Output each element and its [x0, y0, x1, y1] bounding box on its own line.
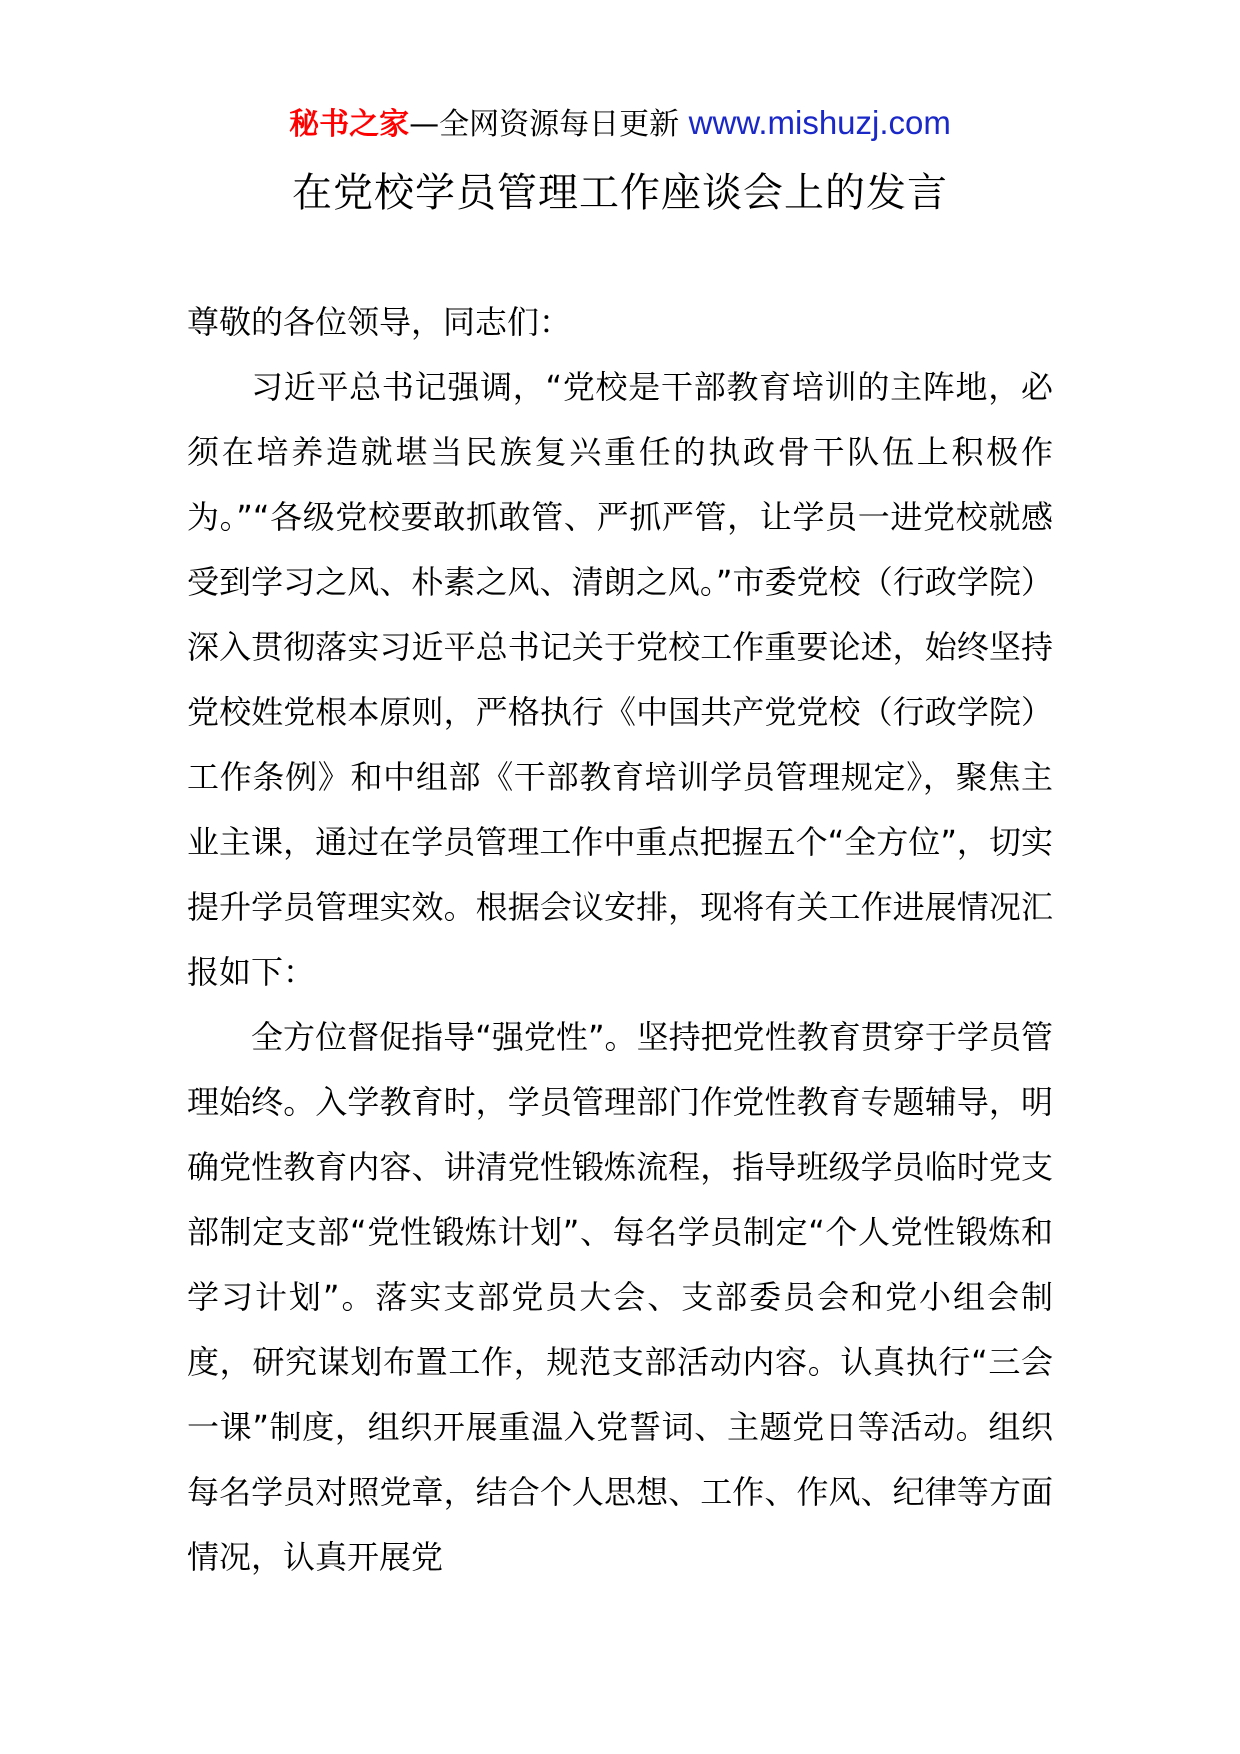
document-title: 在党校学员管理工作座谈会上的发言 — [292, 170, 948, 216]
header-tagline: —全网资源每日更新 — [409, 107, 680, 142]
paragraph-party-spirit: 全方位督促指导“强党性”。坚持把党性教育贯穿于学员管理始终。入学教育时，学员管理部门作党性教育专题辅导，明确党性教育内容、讲清党性锻炼流程，指导班级学员临时党支部制定支部“党性锻炼计划”、每名学员制定“个人党性锻炼和学习计划”。落实支部党员大会、支部委员会和党小组会制度，研究谋划布置工作，规范支部活动内容。认真执行“三会一课”制度，组织开展重温入党誓词、主题党日等活动。组织每名学员对照党章，结合个人思想、工作、作风、纪律等方面情况，认真开展党 — [187, 1018, 1053, 1576]
salutation: 尊敬的各位领导，同志们： — [187, 303, 572, 341]
brand-name: 秘书之家 — [289, 107, 410, 142]
site-header — [0, 100, 1240, 148]
paragraph-intro: 习近平总书记强调，“党校是干部教育培训的主阵地，必须在培养造就堪当民族复兴重任的执政骨干队伍上积极作为。”“各级党校要敢抓敢管、严抓严管，让学员一进党校就感受到学习之风、朴素之风、清朗之风。”市委党校（行政学院）深入贯彻落实习近平总书记关于党校工作重要论述，始终坚持党校姓党根本原则，严格执行《中国共产党党校（行政学院）工作条例》和中组部《干部教育培训学员管理规定》，聚焦主业主课，通过在学员管理工作中重点把握五个“全方位”，切实提升学员管理实效。根据会议安排，现将有关工作进展情况汇报如下： — [187, 368, 1053, 991]
site-url-link[interactable]: www.mishuzj.com — [688, 104, 951, 141]
document-body — [187, 290, 1053, 1590]
